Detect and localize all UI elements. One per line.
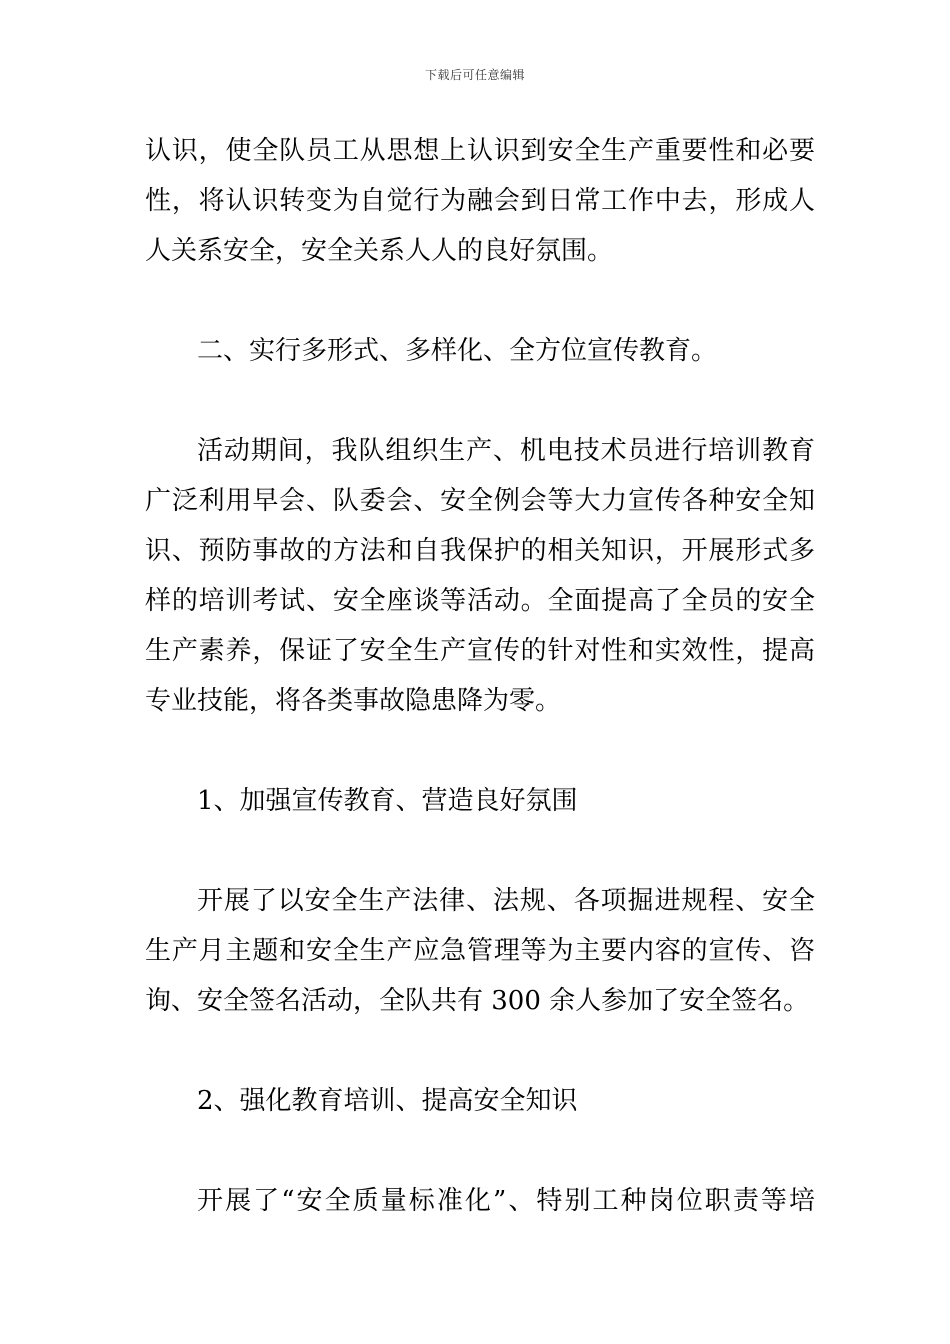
text-line: 生产月主题和安全生产应急管理等为主要内容的宣传、咨 <box>145 936 815 966</box>
paragraph-training <box>145 1176 815 1226</box>
section-heading-2: 二、实行多形式、多样化、全方位宣传教育。 <box>197 336 718 366</box>
text-line: 询、安全签名活动，全队共有 300 余人参加了安全签名。 <box>145 986 810 1016</box>
paragraph-publicity <box>145 876 815 1026</box>
page-header-note: 下载后可任意编辑 <box>424 68 525 82</box>
text-line: 样的培训考试、安全座谈等活动。全面提高了全员的安全 <box>145 586 815 616</box>
text-line: 专业技能，将各类事故隐患降为零。 <box>145 686 562 716</box>
subsection-heading-1: 1、加强宣传教育、营造良好氛围 <box>197 786 578 816</box>
paragraph-activities <box>145 426 815 726</box>
text-line: 识、预防事故的方法和自我保护的相关知识，开展形式多 <box>145 536 815 566</box>
text-line: 开展了“安全质量标准化”、特别工种岗位职责等培 <box>197 1186 815 1216</box>
text-line: 活动期间，我队组织生产、机电技术员进行培训教育 <box>197 436 815 466</box>
paragraph-gap <box>145 276 815 326</box>
paragraph-gap <box>145 1026 815 1076</box>
text-line: 认识，使全队员工从思想上认识到安全生产重要性和必要 <box>145 136 815 166</box>
paragraph-gap <box>145 726 815 776</box>
paragraph-awareness <box>145 126 815 276</box>
paragraph-gap <box>145 376 815 426</box>
subsection-heading-2: 2、强化教育培训、提高安全知识 <box>197 1086 578 1116</box>
paragraph-gap <box>145 1126 815 1176</box>
text-line: 开展了以安全生产法律、法规、各项掘进规程、安全 <box>197 886 815 916</box>
text-line: 人关系安全，安全关系人人的良好氛围。 <box>145 236 614 266</box>
text-line: 生产素养，保证了安全生产宣传的针对性和实效性，提高 <box>145 636 815 666</box>
text-line: 性，将认识转变为自觉行为融会到日常工作中去，形成人 <box>145 186 815 216</box>
paragraph-gap <box>145 826 815 876</box>
text-line: 广泛利用早会、队委会、安全例会等大力宣传各种安全知 <box>145 486 815 516</box>
document-body <box>145 126 815 1226</box>
